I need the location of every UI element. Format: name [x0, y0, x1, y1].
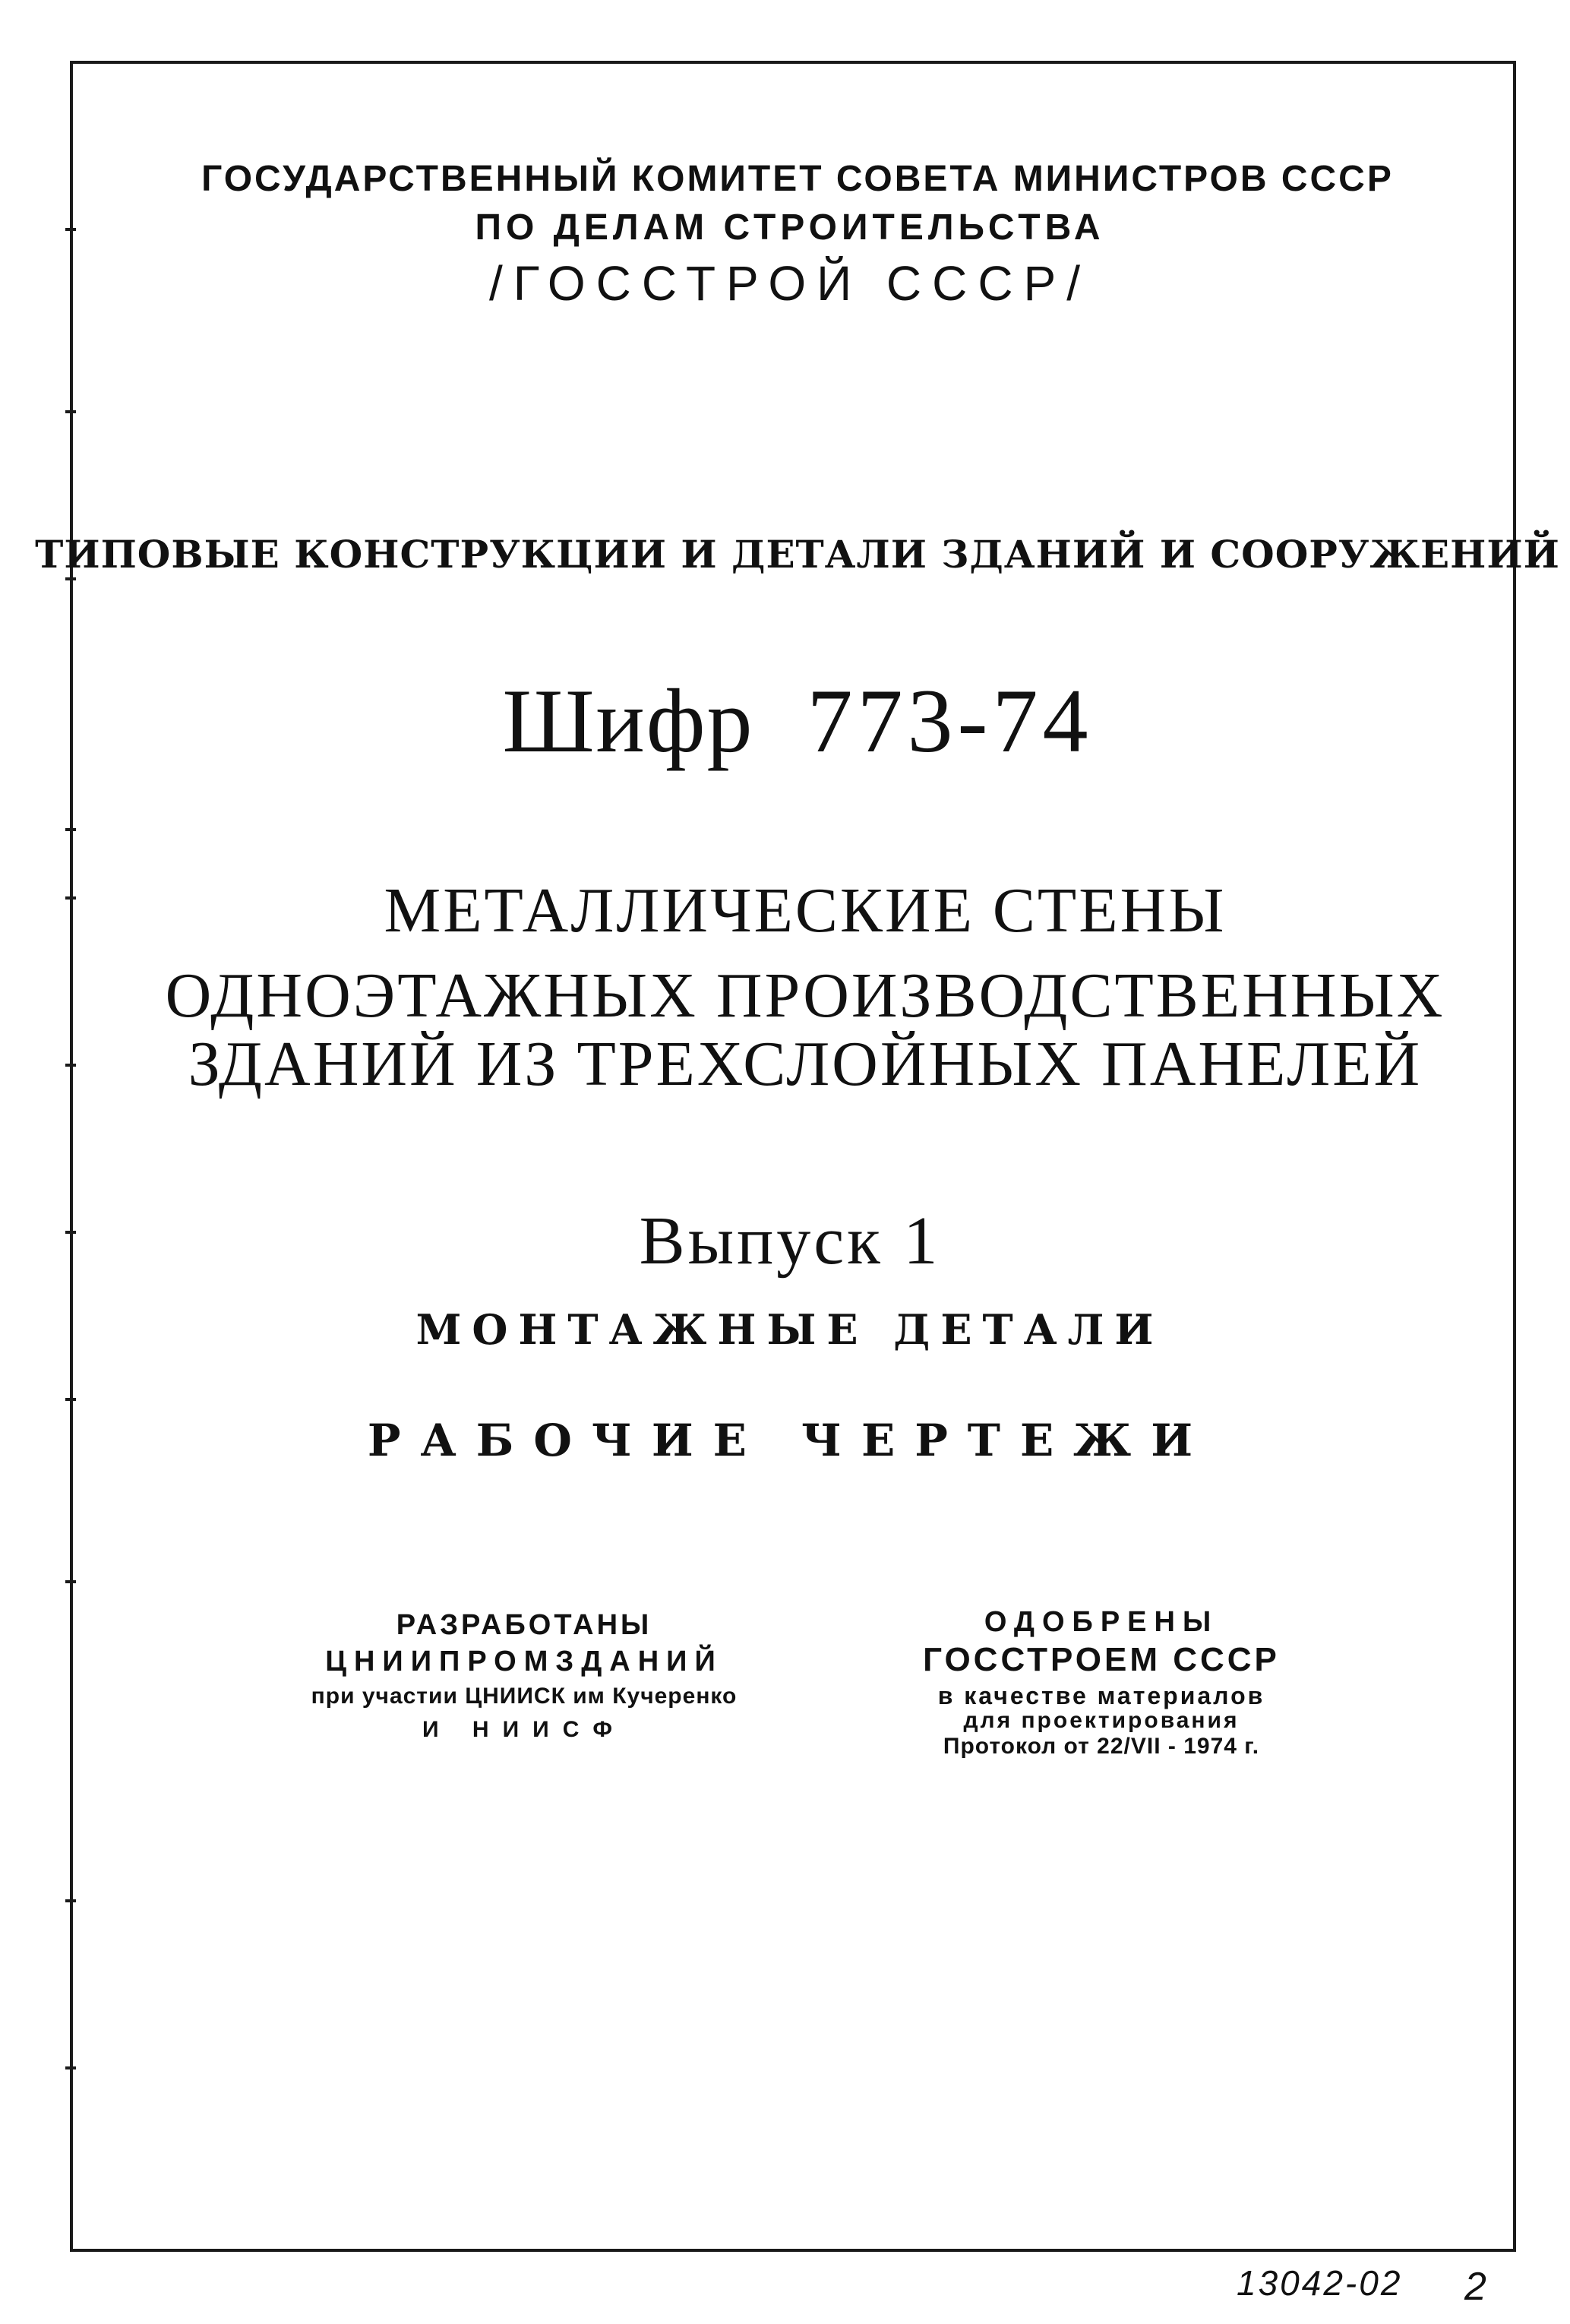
title-line-2: ОДНОЭТАЖНЫХ ПРОИЗВОДСТВЕННЫХ: [165, 960, 1445, 1031]
approved-line-5: Протокол от 22/VII - 1974 г.: [943, 1734, 1260, 1759]
developed-line-2: ЦНИИПРОМЗДАНИЙ: [325, 1646, 723, 1677]
header-line-1: ГОСУДАРСТВЕННЫЙ КОМИТЕТ СОВЕТА МИНИСТРОВ СССР: [201, 159, 1394, 199]
developed-line-1: РАЗРАБОТАНЫ: [396, 1609, 652, 1641]
cipher: [503, 669, 1093, 773]
header-line-2: ПО ДЕЛАМ СТРОИТЕЛЬСТВА: [475, 207, 1105, 248]
margin-tick: [65, 2066, 76, 2069]
margin-tick: [65, 1899, 76, 1902]
cipher-number: 773-74: [807, 670, 1093, 771]
document-stamp-number: 13042-02: [1237, 2263, 1403, 2303]
margin-tick: [65, 577, 76, 580]
approved-line-2: ГОССТРОЕМ СССР: [923, 1641, 1280, 1678]
margin-tick: [65, 228, 76, 231]
margin-tick: [65, 896, 76, 900]
margin-tick: [65, 1064, 76, 1067]
cipher-label: Шифр: [502, 670, 754, 771]
developed-line-3: при участии ЦНИИСК им Кучеренко: [311, 1684, 738, 1709]
issue-label: Выпуск 1: [639, 1203, 941, 1279]
title-line-3: ЗДАНИЙ ИЗ ТРЕХСЛОЙНЫХ ПАНЕЛЕЙ: [188, 1029, 1423, 1099]
page-frame: [70, 61, 1516, 2252]
margin-tick: [65, 1398, 76, 1401]
header-line-3: /ГОССТРОЙ СССР/: [489, 256, 1091, 311]
issue-subtitle: МОНТАЖНЫЕ ДЕТАЛИ: [415, 1305, 1164, 1354]
margin-tick: [65, 828, 76, 831]
margin-tick: [65, 1231, 76, 1234]
approved-line-1: ОДОБРЕНЫ: [984, 1606, 1219, 1638]
developed-line-4: И НИИСФ: [422, 1717, 626, 1742]
document-type: РАБОЧИЕ ЧЕРТЕЖИ: [367, 1415, 1213, 1466]
title-line-1: МЕТАЛЛИЧЕСКИЕ СТЕНЫ: [384, 875, 1227, 946]
margin-tick: [65, 1580, 76, 1583]
series-title: ТИПОВЫЕ КОНСТРУКЦИИ И ДЕТАЛИ ЗДАНИЙ И СООРУЖЕНИЙ: [35, 532, 1560, 577]
margin-tick: [65, 410, 76, 413]
approved-line-4: для проектирования: [963, 1708, 1240, 1733]
approved-line-3: в качестве материалов: [937, 1682, 1265, 1709]
page-number: 2: [1464, 2265, 1486, 2309]
